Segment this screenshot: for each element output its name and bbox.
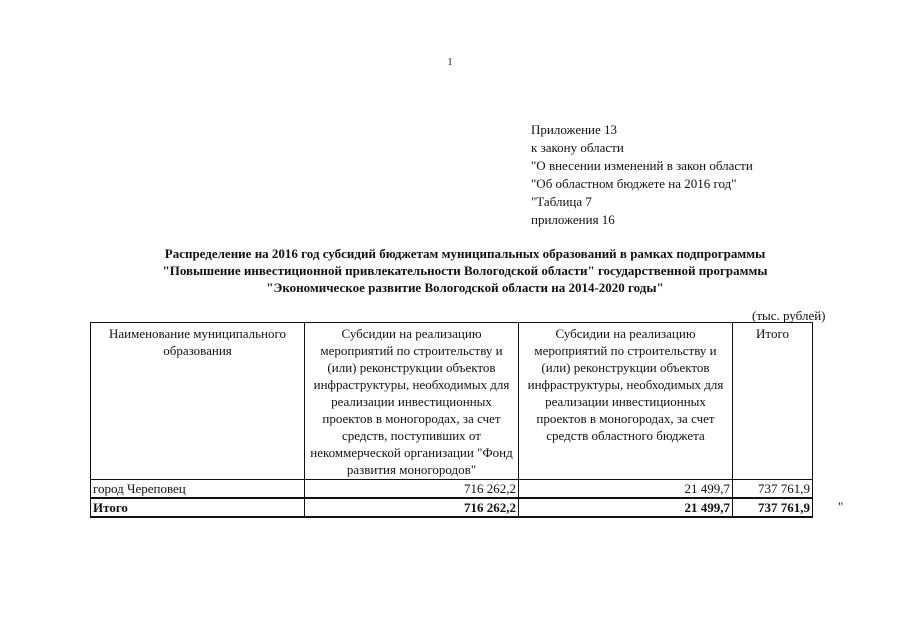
annex-line: Приложение 13 (531, 122, 618, 137)
total-fund-subsidy: 716 262,2 (305, 498, 519, 517)
annex-line: "О внесении изменений в закон области (531, 158, 753, 173)
table-header-row (91, 323, 813, 480)
municipality-name: город Череповец (91, 480, 305, 499)
annex-line: "Таблица 7 (531, 194, 592, 209)
column-header-fund-subsidy: Субсидии на реализацию мероприятий по строительству и (или) реконструкции объектов инфраструктуры, необходимых для реализации инвестиционных проектов в моногородах, за счет средств, поступивших от некоммерческой организации "Фонд развития моногородов" (305, 323, 519, 480)
table-total-row (91, 498, 813, 517)
title-line: "Экономическое развитие Вологодской области на 2014-2020 годы" (266, 280, 664, 295)
column-header-regional-subsidy: Субсидии на реализацию мероприятий по строительству и (или) реконструкции объектов инфраструктуры, необходимых для реализации инвестиционных проектов в моногородах, за счет средств областного бюджета (519, 323, 733, 480)
annex-line: к закону области (531, 140, 624, 155)
table-row (91, 480, 813, 499)
total-value: 737 761,9 (733, 480, 813, 499)
title-line: "Повышение инвестиционной привлекательности Вологодской области" государственной программы (162, 263, 768, 278)
document-title (90, 245, 840, 296)
annex-line: "Об областном бюджете на 2016 год" (531, 176, 737, 191)
total-label: Итого (91, 498, 305, 517)
regional-subsidy-value: 21 499,7 (519, 480, 733, 499)
column-header-total: Итого (733, 323, 813, 480)
subsidy-table (90, 322, 813, 518)
annex-line: приложения 16 (531, 212, 615, 227)
closing-quote: " (838, 499, 844, 514)
title-line: Распределение на 2016 год субсидий бюджетам муниципальных образований в рамках подпрограммы (164, 246, 766, 261)
grand-total: 737 761,9 (733, 498, 813, 517)
page-number: 1 (447, 57, 453, 68)
total-regional-subsidy: 21 499,7 (519, 498, 733, 517)
units-label: (тыс. рублей) (752, 308, 826, 323)
column-header-municipality: Наименование муниципального образования (91, 323, 305, 480)
annex-reference (531, 121, 753, 229)
fund-subsidy-value: 716 262,2 (305, 480, 519, 499)
